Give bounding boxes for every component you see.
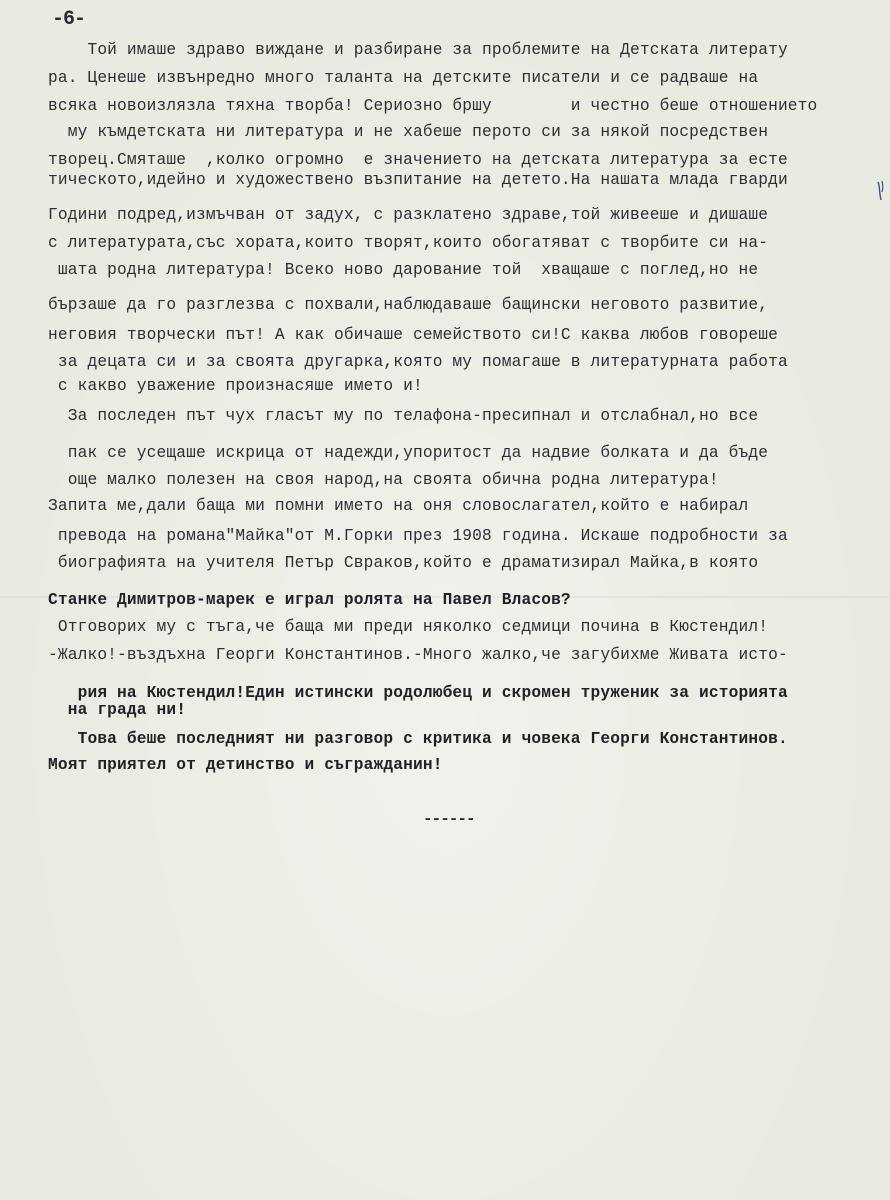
- text-line-17: Запита ме,дали баща ми помни името на оня словослагател,който е набирал: [48, 497, 749, 515]
- text-line-23: рия на Кюстендил!Един истински родолюбец и скромен труженик за историята: [48, 684, 788, 702]
- text-line-7: Години подред,измъчван от задух, с разклатено здраве,той живееше и дишаше: [48, 206, 769, 224]
- page-number: -6-: [52, 8, 86, 31]
- text-line-20: Станке Димитров-марек е играл ролята на Павел Власов?: [48, 591, 571, 609]
- margin-pen-mark: [876, 180, 886, 210]
- text-line-18: превода на романа"Майка"от М.Горки през 1908 година. Искаше подробности за: [48, 527, 788, 545]
- text-line-26: Моят приятел от детинство и съгражданин!: [48, 756, 443, 774]
- text-line-1: Той имаше здраво виждане и разбиране за проблемите на Детската литерату: [48, 41, 788, 59]
- text-line-21: Отговорих му с тъга,че баща ми преди няколко седмици почина в Кюстендил!: [48, 618, 769, 636]
- text-line-22: -Жалко!-въздъхна Георги Константинов.-Много жалко,че загубихме Живата исто-: [48, 646, 788, 664]
- text-line-16: още малко полезен на своя народ,на своята обична родна литература!: [48, 471, 719, 489]
- end-mark: ------: [423, 810, 475, 828]
- text-line-6: тическото,идейно и художествено възпитание на детето.На нашата млада гварди: [48, 171, 788, 189]
- text-line-25: Това беше последният ни разговор с критика и човека Георги Константинов.: [48, 730, 788, 748]
- text-line-24: на града ни!: [48, 701, 187, 719]
- text-line-5: творец.Смяташе ,колко огромно е значението на детската литература за есте: [48, 151, 788, 169]
- text-line-3: всяка новоизлязла тяхна творба! Сериозно бршу и честно беше отношението: [48, 97, 818, 115]
- text-line-8: с литературата,със хората,които творят,които обогатяват с творбите си на-: [48, 234, 769, 252]
- text-line-12: за децата си и за своята другарка,която му помагаше в литературната работа: [48, 353, 788, 371]
- text-line-9: шата родна литература! Всеко ново дарование той хващаше с поглед,но не: [48, 261, 759, 279]
- text-line-10: бързаше да го разглезва с похвали,наблюдаваше бащински неговото развитие,: [48, 296, 769, 314]
- text-line-14: За последен път чух гласът му по телафона-пресипнал и отслабнал,но все: [48, 407, 759, 425]
- text-line-15: пак се усещаше искрица от надежди,упоритост да надвие болката и да бъде: [48, 444, 769, 462]
- text-line-4: му къмдетската ни литература и не хабеше перото си за някой посредствен: [48, 123, 769, 141]
- text-line-2: ра. Ценеше извънредно много таланта на детските писатели и се радваше на: [48, 69, 759, 87]
- text-line-19: биографията на учителя Петър Свраков,който е драматизирал Майка,в която: [48, 554, 759, 572]
- text-line-11: неговия творчески път! А как обичаше семейството си!С каква любов говореше: [48, 326, 778, 344]
- text-line-13: с какво уважение произнасяше името и!: [48, 377, 423, 395]
